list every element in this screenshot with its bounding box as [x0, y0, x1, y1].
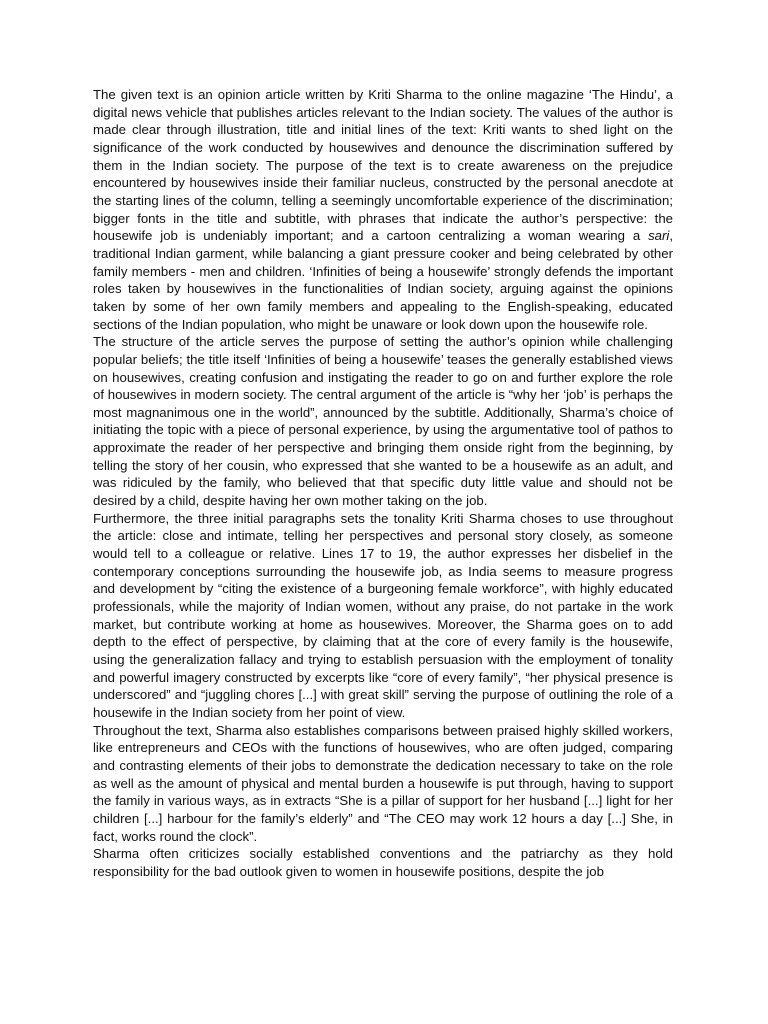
paragraph-intro	[93, 86, 673, 333]
document-page	[93, 86, 673, 881]
italic-term-sari: sari	[648, 228, 670, 244]
paragraph-tonality: Furthermore, the three initial paragraphs sets the tonality Kriti Sharma choses to use throughout the article: close and intimate, telling her perspectives and personal story closely, as someone would tell to a colleague or relative. Lines 17 to 19, the author expresses her disbelief in the contemporary conceptions surrounding the housewife job, as India seems to measure progress and development by “citing the existence of a burgeoning female workforce”, with highly educated professionals, while the majority of Indian women, without any praise, do not partake in the work market, but contribute working at home as housewives. Moreover, the Sharma goes on to add depth to the effect of perspective, by claiming that at the core of every family is the housewife, using the generalization fallacy and trying to establish persuasion with the employment of tonality and powerful imagery constructed by excerpts like “core of every family”, “her physical presence is underscored” and “juggling chores [...] with great skill” serving the purpose of outlining the role of a housewife in the Indian society from her point of view.	[93, 510, 673, 720]
paragraph-intro-text-end: , traditional Indian garment, while balancing a giant pressure cooker and being celebrated by other family members - men and children. ‘Infinities of being a housewife’ strongly defends the important roles taken by housewives in the functionalities of Indian society, arguing against the opinions taken by some of her own family members and appealing to the English-speaking, educated sections of the Indian population, who might be unaware or look down upon the housewife role.	[93, 228, 673, 332]
paragraph-intro-text-start: The given text is an opinion article written by Kriti Sharma to the online magazine ‘The Hindu’, a digital news vehicle that publishes articles relevant to the Indian society. The values of the author is made clear through illustration, title and initial lines of the text: Kriti wants to shed light on the significance of the work conducted by housewives and denounce the discrimination suffered by them in the Indian society. The purpose of the text is to create awareness on the prejudice encountered by housewives inside their familiar nucleus, constructed by the personal anecdote at the starting lines of the column, telling a seemingly uncomfortable experience of the discrimination; bigger fonts in the title and subtitle, with phrases that indicate the author’s perspective: the housewife job is undeniably important; and a cartoon centralizing a woman wearing a	[93, 87, 673, 244]
paragraph-conventions: Sharma often criticizes socially established conventions and the patriarchy as they hold responsibility for the bad outlook given to women in housewife positions, despite the job	[93, 846, 673, 879]
paragraph-structure: The structure of the article serves the purpose of setting the author’s opinion while challenging popular beliefs; the title itself ‘Infinities of being a housewife’ teases the generally established views on housewives, creating confusion and instigating the reader to go on and further explore the role of housewives in modern society. The central argument of the article is “why her ‘job’ is perhaps the most magnanimous one in the world”, announced by the subtitle. Additionally, Sharma’s choice of initiating the topic with a piece of personal experience, by using the argumentative tool of pathos to approximate the reader of her perspective and bringing them onside right from the beginning, by telling the story of her cousin, who expressed that she wanted to be a housewife as an adult, and was ridiculed by the family, who believed that that specific duty little value and should not be desired by a child, despite having her own mother taking on the job.	[93, 334, 673, 509]
paragraph-comparisons: Throughout the text, Sharma also establishes comparisons between praised highly skilled workers, like entrepreneurs and CEOs with the functions of housewives, who are often judged, comparing and contrasting elements of their jobs to demonstrate the dedication necessary to take on the role as well as the amount of physical and mental burden a housewife is put through, having to support the family in various ways, as in extracts “She is a pillar of support for her husband [...] light for her children [...] harbour for the family’s elderly” and “The CEO may work 12 hours a day [...] She, in fact, works round the clock”.	[93, 722, 673, 844]
